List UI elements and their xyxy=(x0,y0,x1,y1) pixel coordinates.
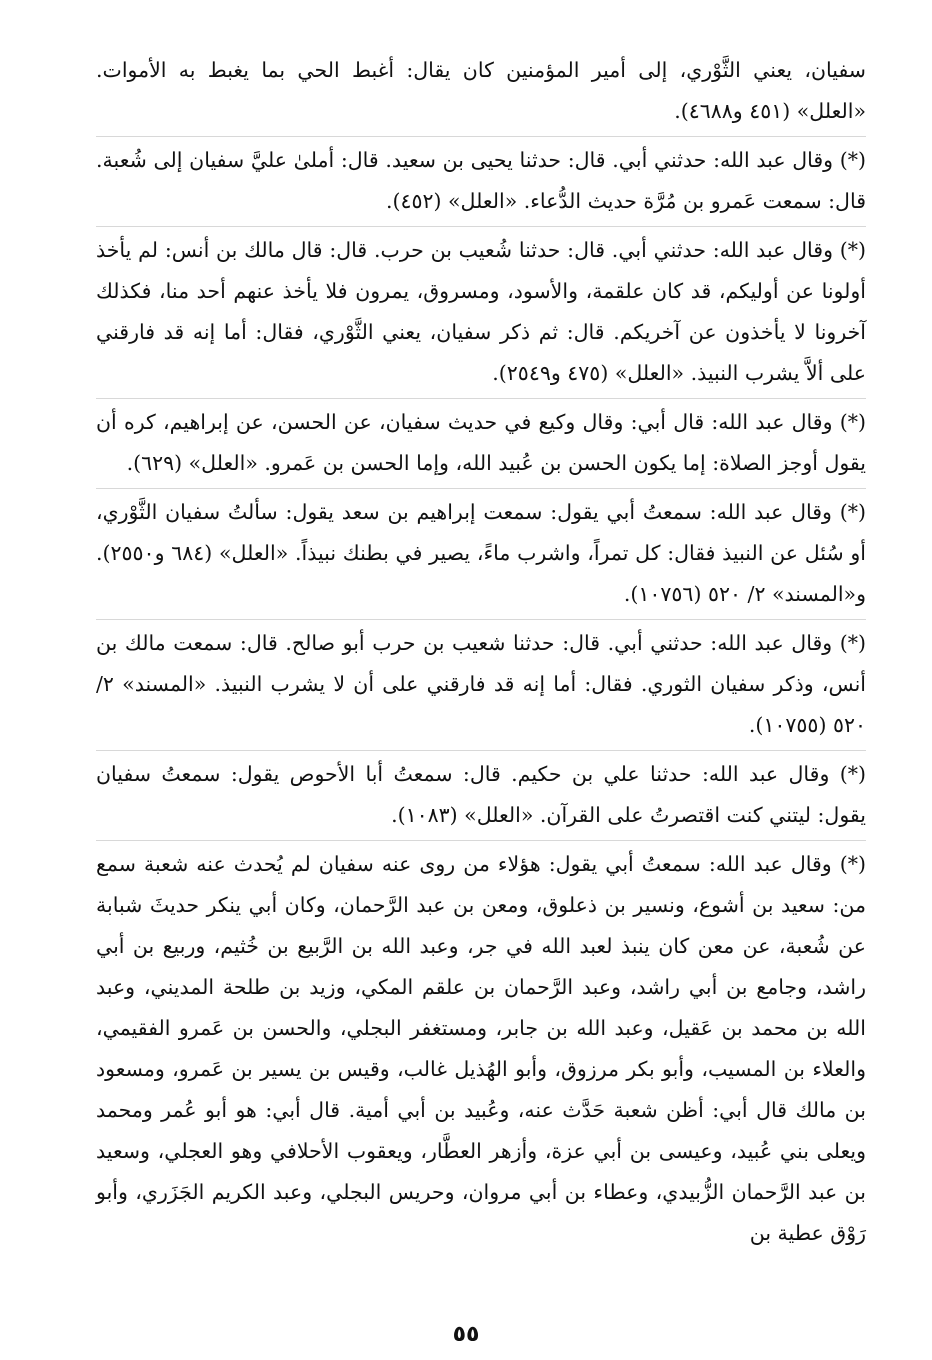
paragraph-8: (*) وقال عبد الله: سمعتُ أبي يقول: هؤلاء من روى عنه سفيان لم يُحدث عنه شعبة سمع من: سعيد بن أشوع، ونسير بن ذعلوق، ومعن بن عبد الرَّحمان، وكان أبي ينكر حديثَ شبابة عن شُعبة، عن معن كان ينبذ لعبد الله في جر، وعبد الله بن الرَّبيع بن خُثيم، وربيع بن أبي راشد، وجامع بن أبي راشد، وعبد الرَّحمان بن علقم المكي، وزيد بن طلحة المديني، وعبد الله بن محمد بن عَقيل، وعبد الله بن جابر، ومستغفر البجلي، والحسن بن عَمرو الفقيمي، والعلاء بن المسيب، وأبو بكر مرزوق، وأبو الهُذيل غالب، وقيس بن يسير بن عَمرو، ومسعود بن مالك قال أبي: أظن شعبة حَدَّث عنه، وعُبيد بن أبي أمية. قال أبي: هو أبو عُمر ومحمد ويعلى بني عُبيد، وعيسى بن أبي عزة، وأزهر العطَّار، ويعقوب الأحلافي وهو العجلي، وسعيد بن عبد الرَّحمان الزُّبيدي، وعطاء بن أبي مروان، وحريس البجلي، وعبد الكريم الجَزَري، وأبو رَوْق عطية بن xyxy=(96,840,866,1254)
paragraph-5: (*) وقال عبد الله: سمعتُ أبي يقول: سمعت إبراهيم بن سعد يقول: سألتُ سفيان الثَّوْري، أو سُئل عن النبيذ فقال: كل تمراً، واشرب ماءً، يصير في بطنك نبيذاً. «العلل» (٦٨٤ و٢٥٥٠). و«المسند» ٢/ ٥٢٠ (١٠٧٥٦). xyxy=(96,488,866,615)
paragraph-4: (*) وقال عبد الله: قال أبي: وقال وكيع في حديث سفيان، عن الحسن، عن إبراهيم، كره أن يقول أوجز الصلاة: إما يكون الحسن بن عُبيد الله، وإما الحسن بن عَمرو. «العلل» (٦٢٩). xyxy=(96,398,866,484)
paragraph-7: (*) وقال عبد الله: حدثنا علي بن حكيم. قال: سمعتُ أبا الأحوص يقول: سمعتُ سفيان يقول: ليتني كنت اقتصرتُ على القرآن. «العلل» (١٠٨٣). xyxy=(96,750,866,836)
paragraph-3: (*) وقال عبد الله: حدثني أبي. قال: حدثنا شُعيب بن حرب. قال: قال مالك بن أنس: لم يأخذ أولونا عن أوليكم، قد كان علقمة، والأسود، ومسروق، يمرون فلا يأخذ عنهم أحد منا، فكذلك آخرونا لا يأخذون عن آخريكم. قال: ثم ذكر سفيان، يعني الثَّوْري، فقال: أما إنه قد فارقني على ألاَّ يشرب النبيذ. «العلل» (٤٧٥ و٢٥٤٩). xyxy=(96,226,866,394)
page-number: ٥٥ xyxy=(452,1322,480,1347)
paragraph-1: سفيان، يعني الثَّوْري، إلى أمير المؤمنين كان يقال: أغبط الحي بما يغبط به الأموات. «العلل» (٤٥١ و٤٦٨٨). xyxy=(96,58,866,123)
page-body xyxy=(96,50,866,1280)
paragraph-6: (*) وقال عبد الله: حدثني أبي. قال: حدثنا شعيب بن حرب أبو صالح. قال: سمعت مالك بن أنس، وذكر سفيان الثوري. فقال: أما إنه قد فارقني على أن لا يشرب النبيذ. «المسند» ٢/ ٥٢٠ (١٠٧٥٥). xyxy=(96,619,866,746)
paragraph-2: (*) وقال عبد الله: حدثني أبي. قال: حدثنا يحيى بن سعيد. قال: أملىٰ عليَّ سفيان إلى شُعبة. قال: سمعت عَمرو بن مُرَّة حديث الدُّعاء. «العلل» (٤٥٢). xyxy=(96,136,866,222)
